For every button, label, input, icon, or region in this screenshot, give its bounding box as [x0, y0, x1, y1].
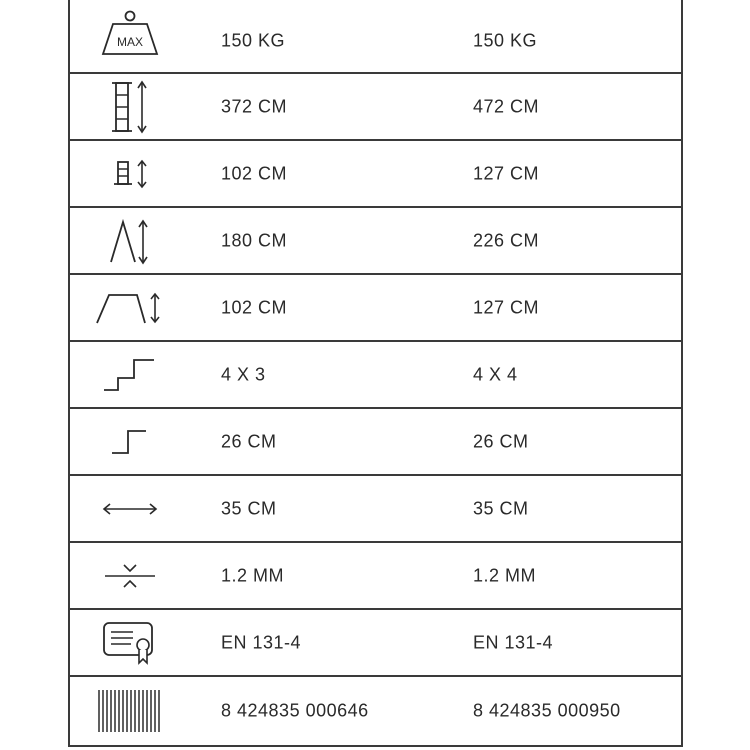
- value-model-2: 127 CM: [473, 297, 540, 317]
- thickness-icon: [94, 543, 166, 608]
- value-model-2: 35 CM: [473, 498, 529, 518]
- value-model-1: 102 CM: [221, 297, 288, 317]
- value-model-1: 8 424835 000646: [221, 700, 369, 721]
- value-model-1: 180 CM: [221, 230, 288, 250]
- value-model-2: EN 131-4: [473, 632, 554, 652]
- table-row: [70, 608, 681, 675]
- value-model-2: 1.2 MM: [473, 565, 537, 585]
- value-model-2: 127 CM: [473, 163, 540, 183]
- closed-height-icon: [94, 141, 166, 206]
- table-row: [70, 407, 681, 474]
- a-frame-height-icon: [94, 208, 166, 273]
- table-row: [70, 139, 681, 206]
- value-model-1: 35 CM: [221, 498, 277, 518]
- max-weight-icon: [94, 8, 166, 58]
- table-row: [70, 474, 681, 541]
- steps-count-icon: [94, 342, 166, 407]
- value-model-2: 8 424835 000950: [473, 700, 621, 721]
- width-icon: [94, 476, 166, 541]
- value-model-1: 372 CM: [221, 96, 288, 116]
- table-row: [70, 0, 681, 72]
- table-row: [70, 675, 681, 745]
- value-model-2: 472 CM: [473, 96, 540, 116]
- barcode-icon: [94, 677, 166, 745]
- extended-height-icon: [94, 74, 166, 139]
- value-model-1: 150 KG: [221, 30, 286, 51]
- value-model-2: 226 CM: [473, 230, 540, 250]
- certificate-icon: [94, 610, 166, 675]
- value-model-2: 26 CM: [473, 431, 529, 451]
- value-model-2: 150 KG: [473, 30, 538, 51]
- value-model-1: 1.2 MM: [221, 565, 285, 585]
- table-row: [70, 206, 681, 273]
- table-row: [70, 340, 681, 407]
- value-model-1: 26 CM: [221, 431, 277, 451]
- table-row: [70, 273, 681, 340]
- value-model-1: 102 CM: [221, 163, 288, 183]
- table-row: [70, 541, 681, 608]
- svg-text:MAX: MAX: [116, 35, 144, 49]
- spec-table: [68, 0, 683, 747]
- value-model-2: 4 X 4: [473, 364, 518, 384]
- table-row: [70, 72, 681, 139]
- value-model-1: 4 X 3: [221, 364, 266, 384]
- platform-height-icon: [94, 275, 166, 340]
- value-model-1: EN 131-4: [221, 632, 302, 652]
- step-depth-icon: [94, 409, 166, 474]
